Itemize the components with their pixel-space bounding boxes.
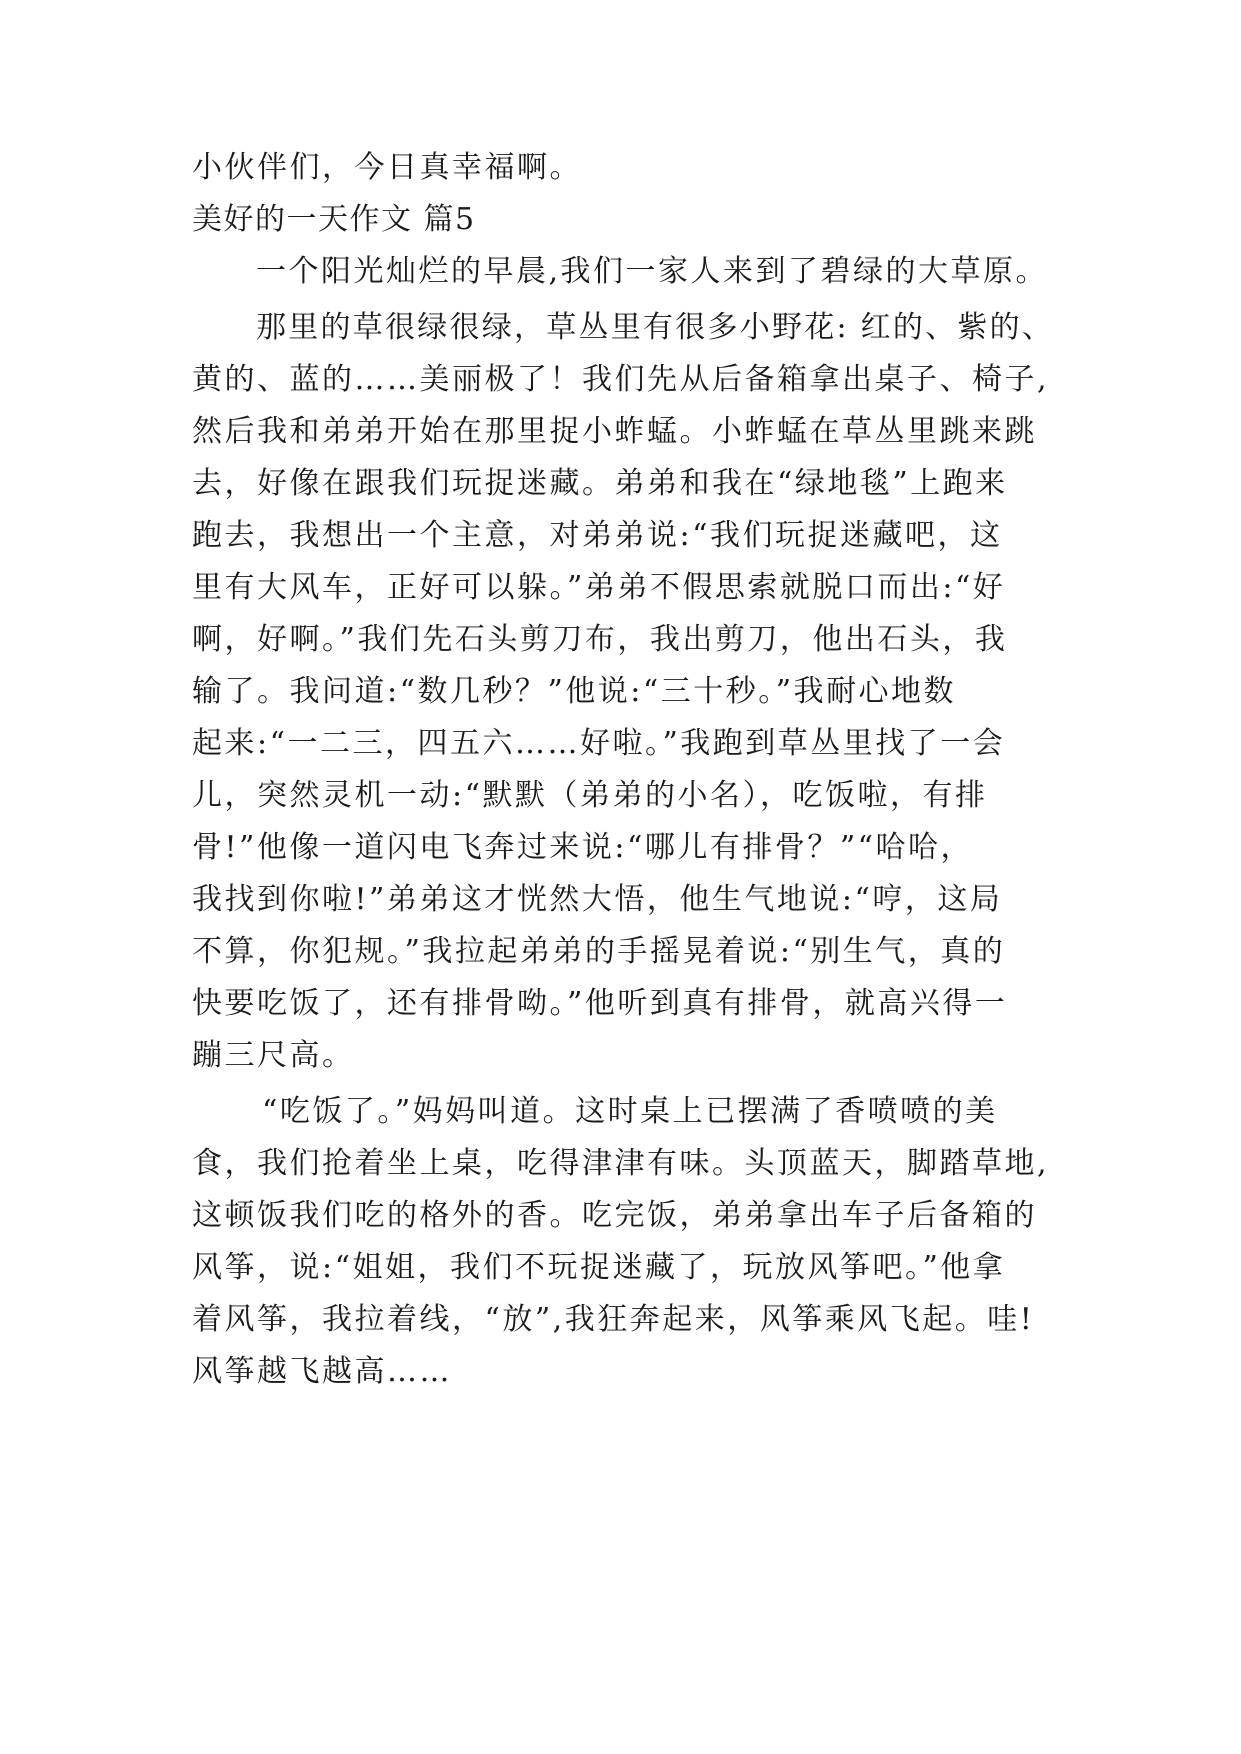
paragraph-2-line-2: 黄的、蓝的……美丽极了！我们先从后备箱拿出桌子、椅子, bbox=[192, 362, 1050, 397]
paragraph-2-line-4: 去，好像在跟我们玩捉迷藏。弟弟和我在“绿地毯”上跑来 bbox=[192, 466, 1008, 501]
paragraph-3-line-3: 这顿饭我们吃的格外的香。吃完饭，弟弟拿出车子后备箱的 bbox=[192, 1198, 1037, 1233]
paragraph-2-line-1: 那里的草很绿很绿，草丛里有很多小野花: 红的、紫的、 bbox=[256, 310, 1055, 345]
closing-line: 小伙伴们，今日真幸福啊。 bbox=[192, 150, 582, 185]
paragraph-2-line-8: 输了。我问道:“数几秒？”他说:“三十秒。”我耐心地数 bbox=[192, 674, 957, 709]
essay-heading: 美好的一天作文 篇5 bbox=[192, 202, 476, 237]
paragraph-3-line-2: 食，我们抢着坐上桌，吃得津津有味。头顶蓝天，脚踏草地, bbox=[192, 1146, 1050, 1181]
paragraph-2-line-5: 跑去，我想出一个主意，对弟弟说:“我们玩捉迷藏吧，这 bbox=[192, 518, 1003, 553]
paragraph-2-line-14: 快要吃饭了，还有排骨呦。”他听到真有排骨，就高兴得一 bbox=[192, 986, 1008, 1021]
paragraph-2-line-15: 蹦三尺高。 bbox=[192, 1038, 355, 1073]
paragraph-3-line-4: 风筝，说:“姐姐，我们不玩捉迷藏了，玩放风筝吧。”他拿 bbox=[192, 1250, 1006, 1285]
paragraph-2-line-12: 我找到你啦!”弟弟这才恍然大悟，他生气地说:“哼，这局 bbox=[192, 882, 1003, 917]
paragraph-2-line-9: 起来:“一二三，四五六……好啦。”我跑到草丛里找了一会 bbox=[192, 726, 1006, 761]
paragraph-3-line-1: “吃饭了。”妈妈叫道。这时桌上已摆满了香喷喷的美 bbox=[262, 1094, 998, 1129]
paragraph-2-line-6: 里有大风车，正好可以躲。”弟弟不假思索就脱口而出:“好 bbox=[192, 570, 1006, 605]
paragraph-2-line-10: 儿，突然灵机一动:“默默（弟弟的小名），吃饭啦，有排 bbox=[192, 778, 988, 813]
paragraph-2-line-7: 啊，好啊。”我们先石头剪刀布，我出剪刀，他出石头，我 bbox=[192, 622, 1008, 657]
paragraph-2-line-3: 然后我和弟弟开始在那里捉小蚱蜢。小蚱蜢在草丛里跳来跳 bbox=[192, 414, 1037, 449]
paragraph-1-line-1: 一个阳光灿烂的早晨,我们一家人来到了碧绿的大草原。 bbox=[256, 254, 1049, 289]
paragraph-2-line-11: 骨!”他像一道闪电飞奔过来说:“哪儿有排骨？”“哈哈， bbox=[192, 830, 974, 865]
paragraph-2-line-13: 不算，你犯规。”我拉起弟弟的手摇晃着说:“别生气，真的 bbox=[192, 934, 1006, 969]
paragraph-3-line-6: 风筝越飞越高…… bbox=[192, 1354, 452, 1389]
paragraph-3-line-5: 着风筝，我拉着线，“放”,我狂奔起来，风筝乘风飞起。哇! bbox=[192, 1302, 1035, 1337]
